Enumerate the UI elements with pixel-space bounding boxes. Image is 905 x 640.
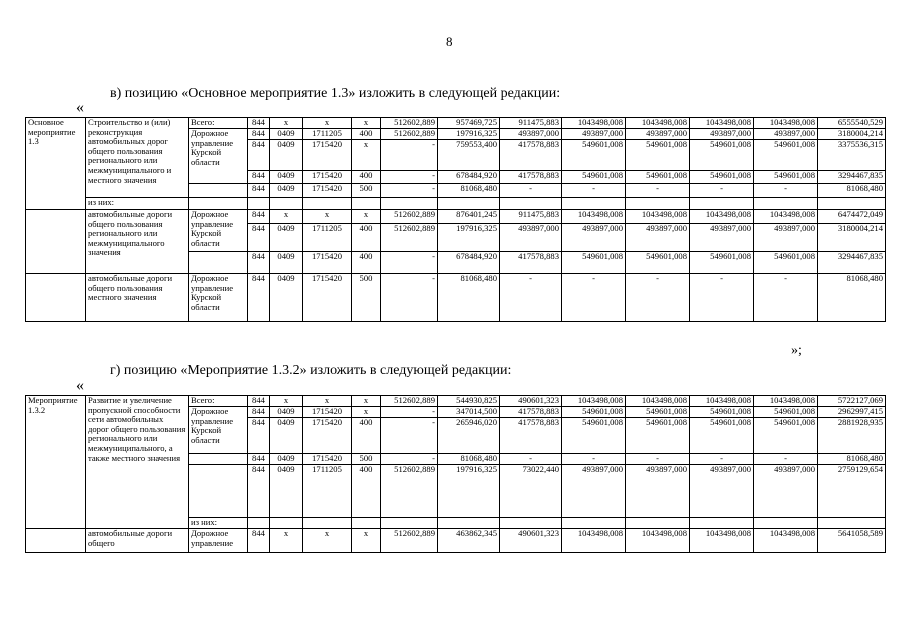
cell: 1043498,008 bbox=[626, 529, 690, 553]
cell: 490601,323 bbox=[500, 529, 562, 553]
cell: 0409 bbox=[270, 465, 303, 518]
cell bbox=[248, 518, 270, 529]
cell bbox=[189, 184, 248, 198]
cell: 678484,920 bbox=[438, 171, 500, 184]
cell: x bbox=[270, 529, 303, 553]
cell: 759553,400 bbox=[438, 140, 500, 171]
cell: 417578,883 bbox=[500, 252, 562, 274]
cell: 81068,480 bbox=[818, 454, 886, 465]
cell: 844 bbox=[248, 407, 270, 418]
cell: 81068,480 bbox=[438, 184, 500, 198]
executor: Дорожное управление Курской области bbox=[189, 129, 248, 184]
cell bbox=[26, 529, 86, 553]
cell: - bbox=[754, 274, 818, 322]
cell: 549601,008 bbox=[754, 171, 818, 184]
cell: - bbox=[500, 454, 562, 465]
cell: 512602,889 bbox=[381, 224, 438, 252]
cell: 1043498,008 bbox=[626, 118, 690, 129]
cell: x bbox=[352, 407, 381, 418]
cell: 0409 bbox=[270, 224, 303, 252]
table-row bbox=[26, 274, 886, 322]
cell: 1043498,008 bbox=[562, 118, 626, 129]
cell bbox=[303, 518, 352, 529]
cell: x bbox=[352, 396, 381, 407]
cell: 957469,725 bbox=[438, 118, 500, 129]
cell: 493897,000 bbox=[626, 129, 690, 140]
cell: - bbox=[381, 274, 438, 322]
section-g-open-quote: « bbox=[76, 377, 84, 394]
row-name: Строительство и (или) реконструкция автомобильных дорог общего пользования регионального или межмуниципального и местного значения bbox=[86, 118, 189, 198]
cell: 500 bbox=[352, 274, 381, 322]
page-number: 8 bbox=[446, 34, 453, 49]
cell: 197916,325 bbox=[438, 465, 500, 518]
cell: 512602,889 bbox=[381, 129, 438, 140]
cell: - bbox=[500, 274, 562, 322]
cell: 549601,008 bbox=[626, 252, 690, 274]
cell: 844 bbox=[248, 252, 270, 274]
cell: 549601,008 bbox=[562, 140, 626, 171]
cell: - bbox=[562, 454, 626, 465]
cell: x bbox=[352, 210, 381, 224]
cell bbox=[381, 518, 438, 529]
cell: 512602,889 bbox=[381, 529, 438, 553]
cell: 549601,008 bbox=[754, 252, 818, 274]
cell bbox=[500, 518, 562, 529]
cell: 3375536,315 bbox=[818, 140, 886, 171]
cell: 1715420 bbox=[303, 407, 352, 418]
cell: 549601,008 bbox=[690, 407, 754, 418]
cell bbox=[562, 198, 626, 210]
cell: - bbox=[626, 274, 690, 322]
cell: x bbox=[270, 210, 303, 224]
cell: - bbox=[381, 184, 438, 198]
cell: 347014,500 bbox=[438, 407, 500, 418]
cell: 1711205 bbox=[303, 224, 352, 252]
cell: - bbox=[381, 407, 438, 418]
cell: 844 bbox=[248, 129, 270, 140]
cell: 844 bbox=[248, 118, 270, 129]
cell: 2881928,935 bbox=[818, 418, 886, 454]
cell: 1715420 bbox=[303, 418, 352, 454]
section-v-open-quote: « bbox=[76, 99, 84, 116]
cell: 400 bbox=[352, 129, 381, 140]
cell: x bbox=[303, 529, 352, 553]
sub2-executor: Дорожное управление Курской области bbox=[189, 274, 248, 322]
cell: 0409 bbox=[270, 140, 303, 171]
cell: 0409 bbox=[270, 274, 303, 322]
row-label: Мероприятие 1.3.2 bbox=[26, 396, 86, 529]
row-name: Развитие и увеличение пропускной способности сети автомобильных дорог общего пользования регионального или межмуниципального, а также местного значения bbox=[86, 396, 189, 529]
cell: - bbox=[690, 184, 754, 198]
cell: 549601,008 bbox=[690, 252, 754, 274]
cell: 1043498,008 bbox=[754, 210, 818, 224]
cell: 493897,000 bbox=[562, 129, 626, 140]
section-v-close-quote: »; bbox=[791, 343, 802, 358]
cell: 1043498,008 bbox=[562, 529, 626, 553]
cell: x bbox=[270, 396, 303, 407]
cell: 1043498,008 bbox=[626, 210, 690, 224]
cell: 549601,008 bbox=[626, 171, 690, 184]
executor: Дорожное управление Курской области bbox=[189, 407, 248, 454]
cell: 493897,000 bbox=[562, 224, 626, 252]
cell: x bbox=[303, 118, 352, 129]
cell: 0409 bbox=[270, 171, 303, 184]
cell: 417578,883 bbox=[500, 140, 562, 171]
cell: - bbox=[690, 274, 754, 322]
cell: 493897,000 bbox=[690, 129, 754, 140]
cell: 844 bbox=[248, 529, 270, 553]
cell: 549601,008 bbox=[754, 418, 818, 454]
total-label: Всего: bbox=[189, 396, 248, 407]
cell bbox=[818, 198, 886, 210]
cell: 3180004,214 bbox=[818, 129, 886, 140]
cell: 544930,825 bbox=[438, 396, 500, 407]
cell: 844 bbox=[248, 171, 270, 184]
section-g-table bbox=[25, 395, 886, 553]
cell: 0409 bbox=[270, 407, 303, 418]
sub1-executor: Дорожное управление bbox=[189, 529, 248, 553]
cell: 549601,008 bbox=[754, 140, 818, 171]
cell: 493897,000 bbox=[754, 224, 818, 252]
cell: x bbox=[352, 529, 381, 553]
section-g-heading: г) позицию «Мероприятие 1.3.2» изложить в следующей редакции: bbox=[110, 363, 512, 378]
cell: - bbox=[562, 274, 626, 322]
cell: 549601,008 bbox=[690, 140, 754, 171]
cell: 549601,008 bbox=[562, 407, 626, 418]
cell: 6555540,529 bbox=[818, 118, 886, 129]
cell: 1043498,008 bbox=[690, 210, 754, 224]
cell: 1711205 bbox=[303, 465, 352, 518]
cell bbox=[754, 198, 818, 210]
cell: 73022,440 bbox=[500, 465, 562, 518]
cell: 1043498,008 bbox=[754, 396, 818, 407]
cell: 0409 bbox=[270, 129, 303, 140]
cell bbox=[189, 252, 248, 274]
cell: 3294467,835 bbox=[818, 171, 886, 184]
cell: 1715420 bbox=[303, 274, 352, 322]
cell: 844 bbox=[248, 274, 270, 322]
cell: 400 bbox=[352, 224, 381, 252]
cell: 512602,889 bbox=[381, 396, 438, 407]
cell: - bbox=[500, 184, 562, 198]
cell: 493897,000 bbox=[626, 224, 690, 252]
cell: 0409 bbox=[270, 252, 303, 274]
cell bbox=[26, 210, 86, 274]
cell bbox=[270, 198, 303, 210]
cell: 417578,883 bbox=[500, 407, 562, 418]
cell: 493897,000 bbox=[500, 224, 562, 252]
section-v-table bbox=[25, 117, 886, 322]
cell: 844 bbox=[248, 210, 270, 224]
cell: - bbox=[754, 184, 818, 198]
cell: 512602,889 bbox=[381, 465, 438, 518]
cell: 844 bbox=[248, 465, 270, 518]
cell bbox=[438, 198, 500, 210]
cell: 549601,008 bbox=[626, 140, 690, 171]
cell: 3180004,214 bbox=[818, 224, 886, 252]
cell: 81068,480 bbox=[438, 454, 500, 465]
cell: 876401,245 bbox=[438, 210, 500, 224]
sub2-name: автомобильные дороги общего пользования местного значения bbox=[86, 274, 189, 322]
cell: 493897,000 bbox=[690, 465, 754, 518]
cell: - bbox=[381, 171, 438, 184]
total-label: Всего: bbox=[189, 118, 248, 129]
cell: 549601,008 bbox=[562, 418, 626, 454]
cell: 400 bbox=[352, 171, 381, 184]
cell: 1715420 bbox=[303, 454, 352, 465]
cell: 493897,000 bbox=[626, 465, 690, 518]
cell: 2962997,415 bbox=[818, 407, 886, 418]
section-v-heading: в) позицию «Основное мероприятие 1.3» изложить в следующей редакции: bbox=[110, 86, 561, 101]
cell: 911475,883 bbox=[500, 210, 562, 224]
cell: 490601,323 bbox=[500, 396, 562, 407]
cell: 1715420 bbox=[303, 252, 352, 274]
cell: 3294467,835 bbox=[818, 252, 886, 274]
cell: - bbox=[381, 252, 438, 274]
cell: 549601,008 bbox=[690, 171, 754, 184]
cell: 0409 bbox=[270, 454, 303, 465]
cell: 500 bbox=[352, 454, 381, 465]
cell: 1043498,008 bbox=[690, 529, 754, 553]
cell: 400 bbox=[352, 252, 381, 274]
cell bbox=[626, 198, 690, 210]
cell: 417578,883 bbox=[500, 171, 562, 184]
cell: 1043498,008 bbox=[690, 118, 754, 129]
cell: 549601,008 bbox=[626, 418, 690, 454]
cell bbox=[352, 518, 381, 529]
cell: 197916,325 bbox=[438, 129, 500, 140]
cell bbox=[26, 274, 86, 322]
sub1-name: автомобильные дороги общего пользования регионального или межмуниципального значения bbox=[86, 210, 189, 274]
cell: - bbox=[626, 184, 690, 198]
table-row bbox=[26, 118, 886, 129]
cell: 512602,889 bbox=[381, 118, 438, 129]
table-row bbox=[26, 210, 886, 224]
cell: x bbox=[270, 118, 303, 129]
cell: 0409 bbox=[270, 418, 303, 454]
cell: 197916,325 bbox=[438, 224, 500, 252]
cell: 678484,920 bbox=[438, 252, 500, 274]
cell: 493897,000 bbox=[562, 465, 626, 518]
cell: 1715420 bbox=[303, 184, 352, 198]
cell: - bbox=[562, 184, 626, 198]
cell: 81068,480 bbox=[818, 184, 886, 198]
cell: x bbox=[352, 118, 381, 129]
iz-nih-label: из них: bbox=[86, 198, 189, 210]
cell: 500 bbox=[352, 184, 381, 198]
cell: 1043498,008 bbox=[626, 396, 690, 407]
cell bbox=[500, 198, 562, 210]
cell bbox=[189, 198, 248, 210]
cell: 844 bbox=[248, 140, 270, 171]
cell: 1043498,008 bbox=[562, 210, 626, 224]
cell: - bbox=[754, 454, 818, 465]
sub1-name: автомобильные дороги общего bbox=[86, 529, 189, 553]
cell: 844 bbox=[248, 454, 270, 465]
cell: 1715420 bbox=[303, 171, 352, 184]
cell: x bbox=[352, 140, 381, 171]
cell: 81068,480 bbox=[818, 274, 886, 322]
cell: 844 bbox=[248, 418, 270, 454]
cell bbox=[818, 518, 886, 529]
cell: 0409 bbox=[270, 184, 303, 198]
cell: 1043498,008 bbox=[754, 118, 818, 129]
cell bbox=[690, 198, 754, 210]
cell: 1043498,008 bbox=[690, 396, 754, 407]
cell bbox=[270, 518, 303, 529]
cell bbox=[754, 518, 818, 529]
cell bbox=[303, 198, 352, 210]
cell: - bbox=[381, 140, 438, 171]
cell: x bbox=[303, 396, 352, 407]
cell: 81068,480 bbox=[438, 274, 500, 322]
cell: 549601,008 bbox=[562, 252, 626, 274]
table-row bbox=[26, 396, 886, 407]
cell: - bbox=[381, 454, 438, 465]
cell bbox=[189, 454, 248, 465]
cell: 2759129,654 bbox=[818, 465, 886, 518]
cell: 1043498,008 bbox=[562, 396, 626, 407]
cell: 549601,008 bbox=[626, 407, 690, 418]
cell: - bbox=[381, 418, 438, 454]
cell: 1711205 bbox=[303, 129, 352, 140]
row-label: Основное мероприятие 1.3 bbox=[26, 118, 86, 210]
cell: 493897,000 bbox=[690, 224, 754, 252]
cell bbox=[562, 518, 626, 529]
cell: 911475,883 bbox=[500, 118, 562, 129]
cell bbox=[626, 518, 690, 529]
cell: - bbox=[626, 454, 690, 465]
cell: 6474472,049 bbox=[818, 210, 886, 224]
cell: 493897,000 bbox=[754, 129, 818, 140]
cell: 5641058,589 bbox=[818, 529, 886, 553]
iz-nih-label: из них: bbox=[189, 518, 248, 529]
cell: 844 bbox=[248, 396, 270, 407]
sub1-executor: Дорожное управление Курской области bbox=[189, 210, 248, 252]
cell bbox=[381, 198, 438, 210]
cell: 265946,020 bbox=[438, 418, 500, 454]
cell: 549601,008 bbox=[754, 407, 818, 418]
table-row bbox=[26, 198, 886, 210]
cell bbox=[690, 518, 754, 529]
cell: x bbox=[303, 210, 352, 224]
cell: 417578,883 bbox=[500, 418, 562, 454]
cell: 512602,889 bbox=[381, 210, 438, 224]
cell: 1043498,008 bbox=[754, 529, 818, 553]
cell bbox=[248, 198, 270, 210]
cell: 493897,000 bbox=[754, 465, 818, 518]
cell bbox=[352, 198, 381, 210]
cell: 1715420 bbox=[303, 140, 352, 171]
cell bbox=[438, 518, 500, 529]
cell: 549601,008 bbox=[690, 418, 754, 454]
cell: 400 bbox=[352, 418, 381, 454]
cell: 400 bbox=[352, 465, 381, 518]
cell: 549601,008 bbox=[562, 171, 626, 184]
cell bbox=[189, 465, 248, 518]
cell: 5722127,069 bbox=[818, 396, 886, 407]
cell: 493897,000 bbox=[500, 129, 562, 140]
cell: - bbox=[690, 454, 754, 465]
table-row bbox=[26, 529, 886, 553]
cell: 463862,345 bbox=[438, 529, 500, 553]
cell: 844 bbox=[248, 184, 270, 198]
cell: 844 bbox=[248, 224, 270, 252]
